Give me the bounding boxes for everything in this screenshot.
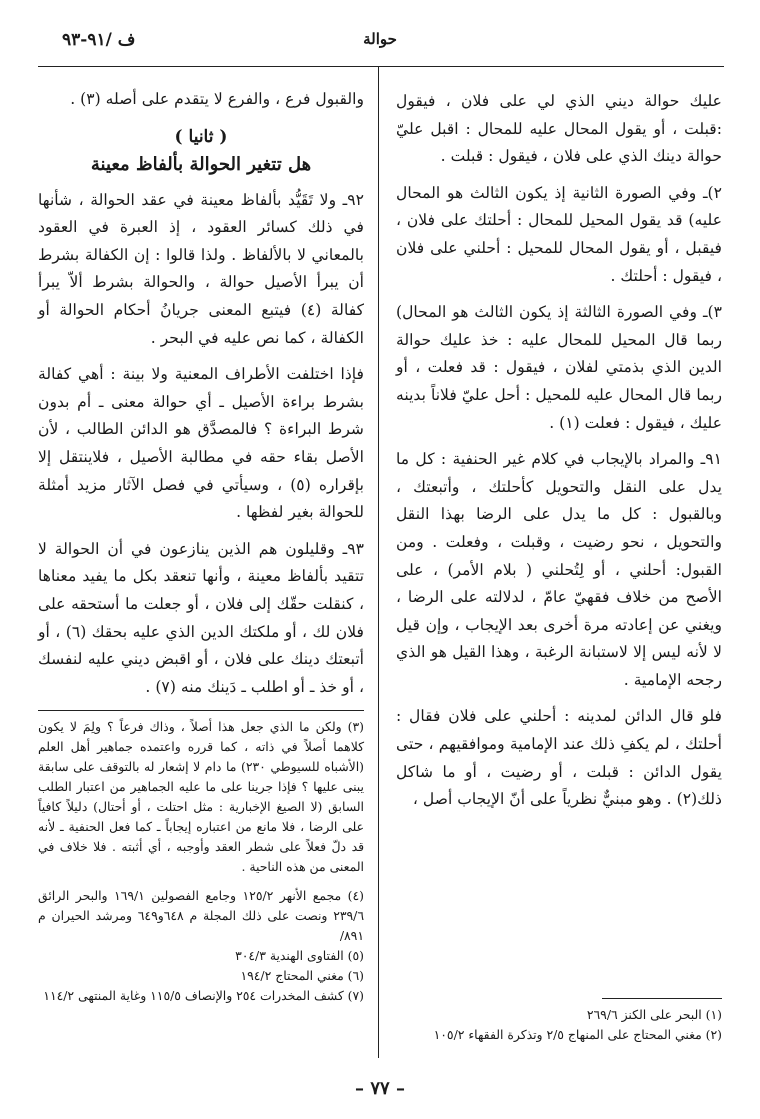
paragraph: ٩٢ـ ولا تَقَيُّد بألفاظ معينة في عقد الحوالة ، شأنها في ذلك كسائر العقود ، إذ العبرة في العقود بالمعاني لا بالألفاظ . ولذا قالوا : إن الكفالة بشرط أن يبرأ الأصيل حوالة ، والحوالة بشرط ألاّ يبرأ كفالة (٤) فيتبع المعنى جريانُ أحكام الحوالة أو الكفالة ، كما نص عليه في البحر . bbox=[38, 190, 365, 347]
footnote: (٤) مجمع الأنهر ١٢٥/٢ وجامع الفصولين ١٦٩/١ والبحر الرائق ٢٣٩/٦ ونصت على ذلك المجلة م ٦٤٨و٦٤٩ ومرشد الحيران م ٨٩١/ bbox=[38, 888, 364, 944]
page-number: – ٧٧ – bbox=[355, 1078, 405, 1099]
footnote: (٦) مغني المحتاج ١٩٤/٢ bbox=[240, 968, 364, 984]
right-footnotes bbox=[396, 992, 722, 1045]
footnote-list bbox=[396, 1005, 722, 1045]
footnote-rule bbox=[38, 710, 364, 711]
footnote: (٣) ولكن ما الذي جعل هذا أصلاً ، وذاك فرعاً ؟ ولِمَ لا يكون كلاهما أصلاً في ذاته ، كما قرره واعتمده جماهير أهل العلم (الأشباه للسيوطي ٢٣٠) ما دام لا إشعار له بالتوقف على سابقة يبنى عليها ؟ فإذا جرينا على ما عليه الجماهير من اعتبار الطلب السابق (لا الصيغ الإخبارية : مثل احتلت ، أو أحتال) دليلاً كافياً على الرضا ، فلا مانع من اعتباره إيجاباً ـ كما فعل الحنفية ـ لأنه قد دلّ فعلاً على شطر العقد وأوجبه ، أي أثبته . فلا خلاف في المعنى من هذه الناحية . bbox=[38, 719, 364, 875]
left-column bbox=[38, 86, 364, 1006]
footnote: (٥) الفتاوى الهندية ٣٠٤/٣ bbox=[235, 948, 364, 964]
paragraph: فلو قال الدائن لمدينه : أحلني على فلان فقال : أحلتك ، لم يكفِ ذلك عند الإمامية وموافقيهم ، حتى يقول الدائن : قبلت ، أو رضيت ، أو ما شاكل ذلك(٢) . وهو مبنيٌّ نظرياً على أنّ الإيجاب أصل ، bbox=[396, 707, 722, 809]
paragraph: ٩١ـ والمراد بالإيجاب في كلام غير الحنفية : كل ما يدل على النقل والتحويل كأحلتك ، وأتبعتك ، وبالقبول : كل ما يدل على الرضا بهذا النقل والتحويل ، نحو رضيت ، وقبلت ، وفعلت . ومن القبول: أحلني ، أو لِتُحلني ( بلام الأمر) ، على الأصح من خلاف فقهيّ عامّ ، لدلالته على الرضا ، ويغني عن إعادته مرة أخرى بعد الإيجاب ، وإن قيل لا لأنه ليس إلا لاستبانة الرغبة ، وهذا القيل هو الذي رجحه الإمامية . bbox=[396, 450, 722, 689]
section-label: ( ثانيا ) bbox=[174, 126, 228, 147]
paragraph: ٣)ـ وفي الصورة الثالثة إذ يكون الثالث هو المحال) ربما قال المحيل للمحال عليه : خذ عليك حوالة الدين الذي بذمتي لفلان ، فيقول : قد فعلت ، أو ربما قال المحال عليه للمحيل : أحل عليّ فلاناً بدينه عليك ، فيقول : فعلت (١) . bbox=[396, 303, 722, 432]
right-column bbox=[396, 88, 722, 823]
running-title: حوالة bbox=[363, 30, 397, 48]
footnote: (١) البحر على الكنز ٢٦٩/٦ bbox=[586, 1007, 722, 1022]
footnote-rule bbox=[602, 998, 722, 999]
column-divider bbox=[378, 66, 379, 1058]
footnote: (٧) كشف المخدرات ٢٥٤ والإنصاف ١١٥/٥ وغاية المنتهى ١١٤/٢ bbox=[43, 988, 364, 1004]
footnote: (٢) مغني المحتاج على المنهاج ٢/٥ وتذكرة الفقهاء ١٠٥/٢ bbox=[433, 1027, 722, 1042]
footnote-list bbox=[38, 886, 364, 1006]
paragraph: والقبول فرع ، والفرع لا يتقدم على أصله (٣) . bbox=[70, 90, 364, 108]
paragraph: فإذا اختلفت الأطراف المعنية ولا بينة : أهي كفالة بشرط براءة الأصيل ـ أي حوالة معنى ـ أم بدون شرط البراءة ؟ فالمصدَّق هو الدائن الطالب ، لأن الأصل بقاء حقه في مطالبة الأصيل ، فلاينتقل إلا بإقراره (٥) ، وسيأتي في فصل الآثار مزيد أمثلة للحوالة بغير لفظها . bbox=[38, 365, 364, 522]
page-reference: ف /٩١-٩٣ bbox=[62, 30, 136, 50]
paragraph: ٩٣ـ وقليلون هم الذين ينازعون في أن الحوالة لا تتقيد بألفاظ معينة ، وأنها تنعقد بكل ما يفيد معناها ، كنقلت حقّك إلى فلان ، أو جعلت ما أستحقه على فلان لك ، أو ملكتك الدين الذي عليه بحقك (٦) ، أو أتبعتك دينك على فلان ، أو اقبض ديني عليه لنفسك ، أو خذ ـ أو اطلب ـ دَينك منه (٧) . bbox=[38, 539, 364, 696]
paragraph: عليك حوالة ديني الذي لي على فلان ، فيقول :قبلت ، أو يقول المحال عليه للمحال : اقبل عليّ حوالة دينك الذي على فلان ، فيقول : قبلت . bbox=[396, 92, 722, 166]
section-title: هل تتغير الحوالة بألفاظ معينة bbox=[90, 153, 312, 175]
paragraph: ٢)ـ وفي الصورة الثانية إذ يكون الثالث هو المحال عليه) قد يقول المحيل للمحال : أحلتك على فلان ، فيقبل ، أو يقول المحال للمحيل : أحلني على فلان ، فيقول : أحلتك . bbox=[396, 183, 722, 285]
header-rule bbox=[38, 66, 724, 67]
